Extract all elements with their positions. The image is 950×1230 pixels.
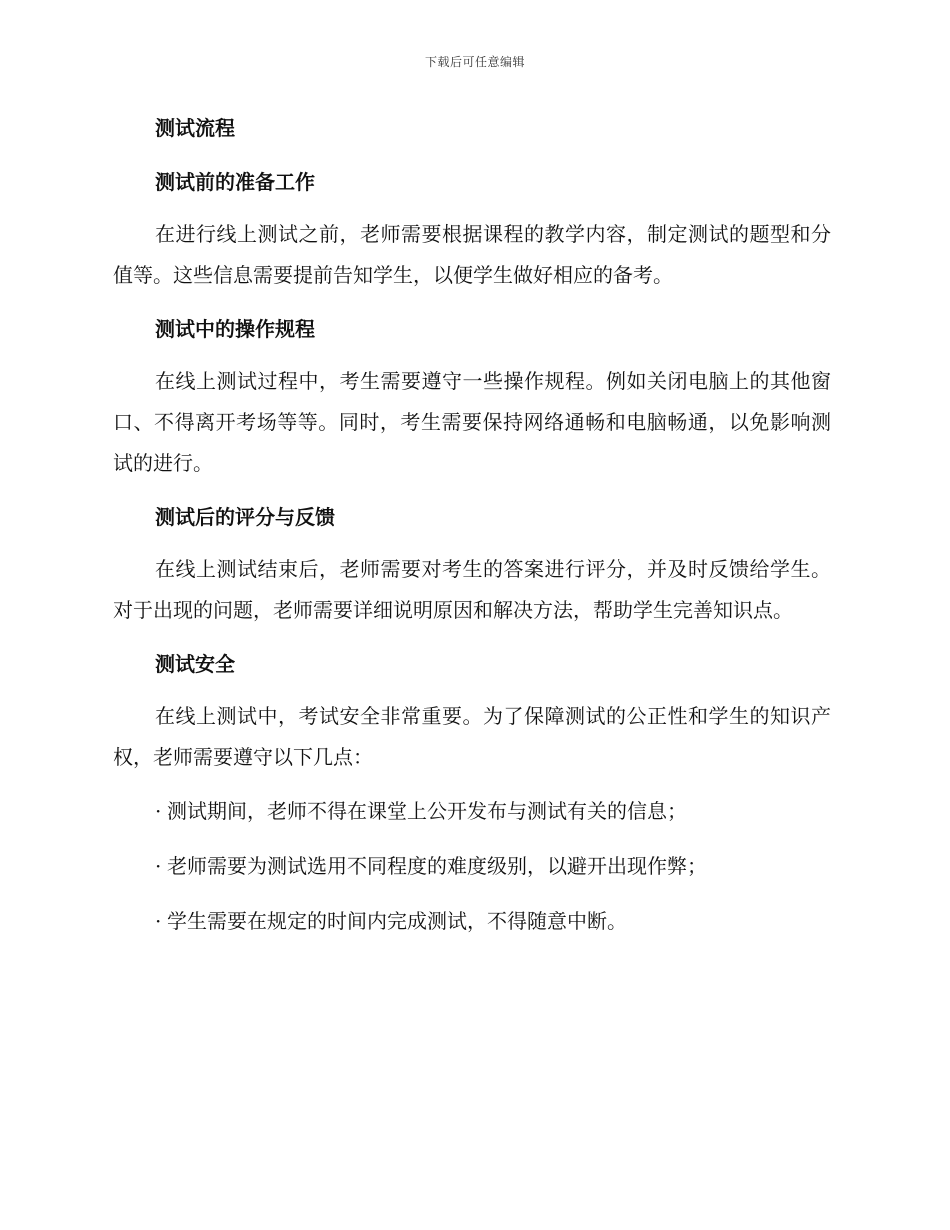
bullet-dot: · bbox=[155, 799, 162, 823]
document-body bbox=[113, 108, 831, 942]
list-item bbox=[113, 791, 831, 832]
bullet-dot: · bbox=[155, 909, 162, 933]
section-title: 测试流程 bbox=[155, 116, 235, 140]
paragraph-during-test: 在线上测试过程中，考生需要遵守一些操作规程。例如关闭电脑上的其他窗口、不得离开考场等等。同时，考生需要保持网络通畅和电脑畅通，以免影响测试的进行。 bbox=[113, 369, 831, 475]
bullet-dot: · bbox=[155, 854, 162, 878]
list-item-text: 测试期间，老师不得在课堂上公开发布与测试有关的信息； bbox=[167, 799, 687, 823]
list-item-text: 学生需要在规定的时间内完成测试，不得随意中断。 bbox=[167, 909, 627, 933]
list-item-text: 老师需要为测试选用不同程度的难度级别，以避开出现作弊； bbox=[167, 854, 707, 878]
page-header-note: 下载后可任意编辑 bbox=[424, 55, 525, 69]
list-item bbox=[113, 901, 831, 942]
paragraph-after-test: 在线上测试结束后，老师需要对考生的答案进行评分，并及时反馈给学生。对于出现的问题，老师需要详细说明原因和解决方法，帮助学生完善知识点。 bbox=[113, 557, 831, 622]
heading-preparation: 测试前的准备工作 bbox=[155, 170, 315, 194]
paragraph-preparation: 在进行线上测试之前，老师需要根据课程的教学内容，制定测试的题型和分值等。这些信息需要提前告知学生，以便学生做好相应的备考。 bbox=[113, 222, 831, 287]
heading-during-test: 测试中的操作规程 bbox=[155, 317, 315, 341]
heading-test-security: 测试安全 bbox=[155, 652, 235, 676]
paragraph-test-security: 在线上测试中，考试安全非常重要。为了保障测试的公正性和学生的知识产权，老师需要遵守以下几点： bbox=[113, 704, 831, 769]
list-item bbox=[113, 846, 831, 887]
heading-after-test: 测试后的评分与反馈 bbox=[155, 505, 335, 529]
